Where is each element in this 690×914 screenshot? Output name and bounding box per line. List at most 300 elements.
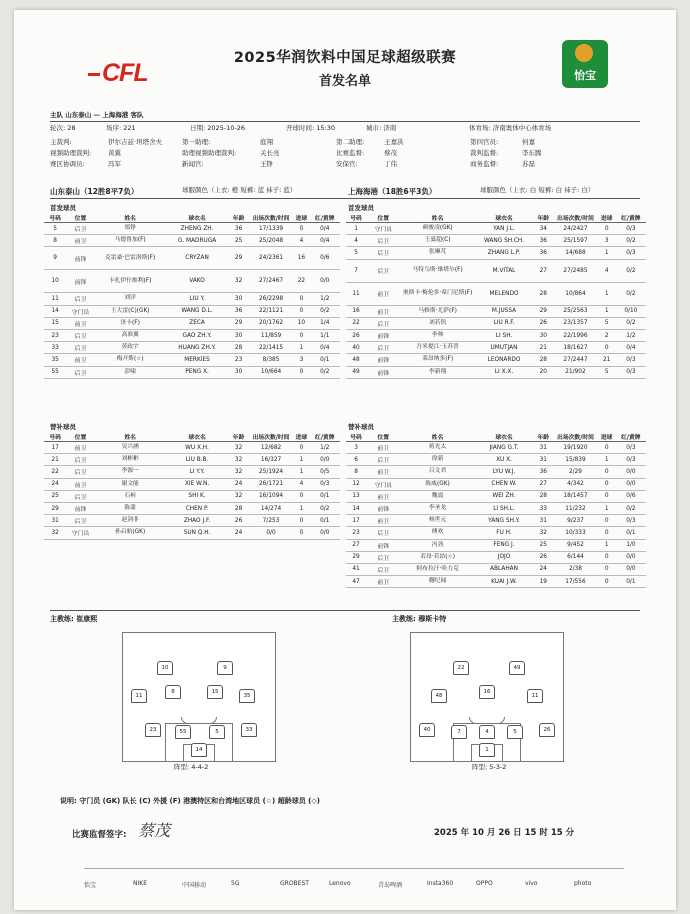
home-formation: 阵型: 4-4-2 <box>174 763 209 771</box>
player-cell: 28 <box>228 502 248 514</box>
player-cell: ZHAO J.F. <box>166 515 229 527</box>
column-header: 进球 <box>598 432 616 442</box>
player-cell: 25 <box>44 490 66 502</box>
player-shirt-icon: 7 <box>451 725 467 739</box>
player-cell: LI SH.L. <box>475 502 533 514</box>
player-cell: 后卫 <box>366 342 400 354</box>
player-cell: WU X.H. <box>166 442 229 454</box>
player-row <box>44 490 340 502</box>
player-cell: 前锋 <box>66 502 94 514</box>
player-cell: 22 <box>346 317 366 329</box>
player-cell: 前锋 <box>366 539 400 551</box>
player-cell: M.JUSSA <box>475 305 533 317</box>
player-cell: 郑铮 <box>95 223 166 235</box>
player-cell: FENG J. <box>475 539 533 551</box>
player-cell: 1/2 <box>310 442 340 454</box>
player-cell: 22/1996 <box>553 329 597 341</box>
match-no: 场序: 221 <box>106 124 136 132</box>
player-cell: 0/5 <box>310 466 340 478</box>
divider <box>50 198 640 199</box>
player-cell: 卡扎伊什维利(F) <box>95 270 166 293</box>
player-cell: 26 <box>533 317 553 329</box>
player-cell: 36 <box>533 466 553 478</box>
sponsor-logo: 青岛啤酒 <box>378 882 403 889</box>
player-cell: 47 <box>346 576 366 588</box>
player-cell: 21 <box>533 342 553 354</box>
player-cell: 1 <box>293 502 309 514</box>
player-cell: 5 <box>598 317 616 329</box>
official-name: 王铮 <box>260 160 273 168</box>
official-name: 苏磊 <box>522 160 535 168</box>
player-cell: 李源一 <box>95 466 166 478</box>
sponsor-logo: photo <box>574 880 592 887</box>
player-cell: 0/2 <box>310 305 340 317</box>
player-cell: 3 <box>598 235 616 247</box>
player-cell: LIU B.B. <box>166 454 229 466</box>
player-cell: 27 <box>533 478 553 490</box>
official-label: 新闻官: <box>182 160 204 168</box>
player-cell: 0/3 <box>616 354 646 366</box>
player-row <box>346 342 646 354</box>
player-cell: 0 <box>293 442 309 454</box>
player-cell: 25/1597 <box>553 235 597 247</box>
player-cell: 32 <box>533 527 553 539</box>
player-cell: 2/38 <box>553 563 597 575</box>
player-cell: 孙启航(GK) <box>95 527 166 539</box>
column-header: 年龄 <box>533 213 553 223</box>
player-cell: LYU W.J. <box>475 466 533 478</box>
column-header: 球衣名 <box>475 432 533 442</box>
player-cell: MERKIES <box>166 354 229 366</box>
player-cell: 0/4 <box>616 342 646 354</box>
player-cell: 30 <box>228 366 248 378</box>
player-cell: 刘彬彬 <box>95 454 166 466</box>
player-cell: 30 <box>228 329 248 341</box>
player-cell: 0/2 <box>616 502 646 514</box>
player-shirt-icon: 33 <box>241 723 257 737</box>
player-cell: 1 <box>598 247 616 259</box>
player-row <box>346 442 646 454</box>
column-header: 位置 <box>366 432 400 442</box>
player-cell: 徐新 <box>400 454 474 466</box>
official-label: 第二助理: <box>336 138 365 146</box>
player-shirt-icon: 5 <box>209 725 225 739</box>
player-cell: 7/253 <box>249 515 294 527</box>
player-cell: 0/2 <box>616 282 646 305</box>
player-cell: 0 <box>598 466 616 478</box>
player-row <box>44 442 340 454</box>
player-row <box>346 539 646 551</box>
player-cell: 颜骏凌(GK) <box>400 223 474 235</box>
player-cell: 王大雷(C)(GK) <box>95 305 166 317</box>
player-cell: 32 <box>228 490 248 502</box>
player-cell: 1 <box>293 466 309 478</box>
player-cell: 29 <box>346 551 366 563</box>
player-row <box>346 247 646 259</box>
player-cell: 8/385 <box>249 354 294 366</box>
sponsor-logo: GROBEST <box>280 880 309 887</box>
player-cell: 27 <box>346 539 366 551</box>
player-cell: 8 <box>346 466 366 478</box>
player-cell: 后卫 <box>366 259 400 282</box>
player-cell: 1 <box>598 282 616 305</box>
official-label: 商务监督: <box>470 160 499 168</box>
player-cell: 1 <box>293 342 309 354</box>
player-cell: 9/452 <box>553 539 597 551</box>
player-cell: 后卫 <box>366 563 400 575</box>
player-cell: 9 <box>44 247 66 270</box>
player-cell: 0 <box>293 515 309 527</box>
player-cell: 陈威(GK) <box>400 478 474 490</box>
player-cell: 0 <box>293 490 309 502</box>
player-cell: 24 <box>228 478 248 490</box>
player-cell: 0 <box>293 329 309 341</box>
player-cell: 10 <box>293 317 309 329</box>
player-cell: 35 <box>44 354 66 366</box>
signature-label: 比赛监督签字: <box>72 830 127 840</box>
column-header: 姓名 <box>95 213 166 223</box>
player-cell: 10 <box>44 270 66 293</box>
player-cell: 吾米提江·玉苏普 <box>400 342 474 354</box>
player-row <box>346 527 646 539</box>
player-cell: XIE W.N. <box>166 478 229 490</box>
home-subs-label: 替补球员 <box>50 423 76 431</box>
player-cell: 0/0 <box>310 270 340 293</box>
player-cell: 16/327 <box>249 454 294 466</box>
player-cell: 26 <box>533 551 553 563</box>
player-cell: 后卫 <box>66 515 94 527</box>
player-cell: 16 <box>346 305 366 317</box>
player-cell: 31 <box>44 515 66 527</box>
player-cell: 0 <box>598 576 616 588</box>
player-cell: 守门员 <box>366 223 400 235</box>
player-cell: 29 <box>228 247 248 270</box>
player-cell: HUANG ZH.Y. <box>166 342 229 354</box>
player-row <box>44 466 340 478</box>
player-cell: 0 <box>598 342 616 354</box>
venue: 体育场: 济南奥体中心体育场 <box>469 124 552 132</box>
player-cell: WANG SH.CH. <box>475 235 533 247</box>
player-cell: 0/6 <box>310 247 340 270</box>
player-cell: 0/3 <box>616 247 646 259</box>
player-row <box>346 551 646 563</box>
player-cell: 石柯 <box>95 490 166 502</box>
player-shirt-icon: 23 <box>145 723 161 737</box>
player-cell: 36 <box>228 305 248 317</box>
official-label: 赛区协调员: <box>50 160 85 168</box>
player-row <box>44 329 340 341</box>
column-header: 姓名 <box>400 213 474 223</box>
column-header: 位置 <box>66 213 94 223</box>
player-cell: 彭啸 <box>95 366 166 378</box>
player-row <box>346 478 646 490</box>
player-cell: 13 <box>346 490 366 502</box>
column-header: 号码 <box>346 432 366 442</box>
player-cell: UMUTJAN <box>475 342 533 354</box>
player-row <box>346 576 646 588</box>
player-cell: 马特乌斯·维塔尔(F) <box>400 259 474 282</box>
player-cell: 21 <box>598 354 616 366</box>
player-cell: 吕文君 <box>400 466 474 478</box>
player-cell: 0/2 <box>310 502 340 514</box>
player-row <box>44 305 340 317</box>
player-cell: 5 <box>346 247 366 259</box>
column-header: 出场次数/时间 <box>553 432 597 442</box>
player-cell: 32 <box>228 454 248 466</box>
player-cell: 0/0 <box>616 563 646 575</box>
player-cell: 魏震 <box>400 490 474 502</box>
player-cell: 25/2048 <box>249 235 294 247</box>
player-cell: 前卫 <box>66 317 94 329</box>
player-cell: 0/2 <box>616 235 646 247</box>
player-cell: 0 <box>598 551 616 563</box>
official-label: 主裁判: <box>50 138 72 146</box>
player-cell: 前卫 <box>66 442 94 454</box>
player-cell: 20/1762 <box>249 317 294 329</box>
player-cell: 32 <box>228 442 248 454</box>
player-cell: 后卫 <box>66 342 94 354</box>
player-cell: YAN J.L. <box>475 223 533 235</box>
player-row <box>346 490 646 502</box>
player-cell: LI X.X. <box>475 366 533 378</box>
player-cell: 15 <box>44 317 66 329</box>
player-cell: 25 <box>533 539 553 551</box>
signature-datetime: 2025 年 10 月 26 日 15 时 15 分 <box>434 828 575 838</box>
sponsor-logo: OPPO <box>476 880 493 887</box>
official-name: 关长亮 <box>260 149 280 157</box>
player-cell: 30 <box>533 329 553 341</box>
player-cell: 4 <box>346 235 366 247</box>
column-header: 姓名 <box>95 432 166 442</box>
player-shirt-icon: 22 <box>453 661 469 675</box>
player-cell: 前卫 <box>366 466 400 478</box>
sponsor-logo: Insta360 <box>427 880 454 887</box>
match-date: 日期: 2025-10-26 <box>190 124 246 132</box>
player-cell: 0/2 <box>616 259 646 282</box>
player-cell: 22/1415 <box>249 342 294 354</box>
away-formation-pitch <box>410 632 564 762</box>
player-row <box>44 317 340 329</box>
player-cell: 0 <box>598 478 616 490</box>
player-cell: 黄政宇 <box>95 342 166 354</box>
player-cell: CRYZAN <box>166 247 229 270</box>
player-cell: 后卫 <box>66 454 94 466</box>
official-name: 李东腾 <box>522 149 542 157</box>
player-cell: 守门员 <box>366 478 400 490</box>
player-cell: 3 <box>346 442 366 454</box>
player-cell: 4 <box>293 478 309 490</box>
player-cell: 前卫 <box>66 354 94 366</box>
home-starters-table <box>44 213 340 379</box>
column-header: 号码 <box>44 213 66 223</box>
player-cell: 0/1 <box>616 527 646 539</box>
away-coach: 主教练: 穆斯卡特 <box>392 615 447 623</box>
sponsor-logo-icon <box>575 44 593 62</box>
player-cell: 后卫 <box>366 454 400 466</box>
column-header: 位置 <box>66 432 94 442</box>
player-cell: 0/2 <box>616 317 646 329</box>
player-cell: 10/864 <box>553 282 597 305</box>
sponsor-logo: NIKE <box>133 880 147 887</box>
column-header: 号码 <box>44 432 66 442</box>
player-row <box>346 282 646 305</box>
player-cell: 0 <box>293 527 309 539</box>
player-shirt-icon: 10 <box>157 661 173 675</box>
player-cell: 19/1920 <box>553 442 597 454</box>
player-cell: 36 <box>228 223 248 235</box>
player-cell: 克雷桑·巴雷洛斯(F) <box>95 247 166 270</box>
player-cell: 27/2467 <box>249 270 294 293</box>
player-cell: 高准翼 <box>95 329 166 341</box>
player-cell: 34 <box>533 223 553 235</box>
cfl-logo: CFL <box>88 59 148 88</box>
player-cell: 1/2 <box>616 329 646 341</box>
player-shirt-icon: 4 <box>479 725 495 739</box>
player-cell: 23 <box>228 354 248 366</box>
column-header: 红/黄牌 <box>310 432 340 442</box>
player-cell: 阿布拉汗·哈力克 <box>400 563 474 575</box>
column-header: 红/黄牌 <box>616 213 646 223</box>
official-name: 王嘉洪 <box>384 138 404 146</box>
player-cell: 17/556 <box>553 576 597 588</box>
player-cell: VAKO <box>166 270 229 293</box>
player-cell: 王燊超(C) <box>400 235 474 247</box>
player-cell: 11/859 <box>249 329 294 341</box>
player-cell: 22/1121 <box>249 305 294 317</box>
player-shirt-icon: 55 <box>175 725 191 739</box>
player-cell: 20 <box>533 366 553 378</box>
player-cell: SHI K. <box>166 490 229 502</box>
player-cell: 11 <box>346 282 366 305</box>
player-cell: 1/2 <box>310 293 340 305</box>
player-cell: 6/144 <box>553 551 597 563</box>
player-cell: 前卫 <box>366 282 400 305</box>
player-cell: 1 <box>598 305 616 317</box>
player-cell: 0/3 <box>616 442 646 454</box>
player-cell: 23 <box>346 527 366 539</box>
official-label: 视频助理裁判: <box>50 149 92 157</box>
column-header: 姓名 <box>400 432 474 442</box>
player-cell: 1 <box>598 502 616 514</box>
player-cell: 27 <box>533 259 553 282</box>
player-cell: KUAI J.W. <box>475 576 533 588</box>
sponsor-logo: 中国移动 <box>182 882 207 889</box>
player-cell: 0/10 <box>616 305 646 317</box>
player-cell: 前卫 <box>366 576 400 588</box>
player-cell: 后卫 <box>366 235 400 247</box>
player-cell: 刘若钒 <box>400 317 474 329</box>
player-cell: 28 <box>533 354 553 366</box>
player-row <box>44 454 340 466</box>
player-shirt-icon: 1 <box>479 743 495 757</box>
column-header: 进球 <box>293 213 309 223</box>
column-header: 位置 <box>366 213 400 223</box>
column-header: 进球 <box>598 213 616 223</box>
player-cell: 0/4 <box>310 235 340 247</box>
official-label: 比赛监督: <box>336 149 365 157</box>
column-header: 年龄 <box>533 432 553 442</box>
player-cell: LEONARDO <box>475 354 533 366</box>
player-cell: 1 <box>598 539 616 551</box>
official-name: 冯军 <box>108 160 121 168</box>
player-cell: 前锋 <box>66 247 94 270</box>
official-label: 助理视频助理裁判: <box>182 149 237 157</box>
player-cell: 后卫 <box>66 466 94 478</box>
player-cell: 24/2427 <box>553 223 597 235</box>
player-cell: 0 <box>598 515 616 527</box>
player-cell: 前锋 <box>366 329 400 341</box>
player-cell: 28 <box>533 282 553 305</box>
official-name: 黄翼 <box>108 149 121 157</box>
player-cell: 10/664 <box>249 366 294 378</box>
player-cell: 24 <box>533 563 553 575</box>
official-label: 安保官: <box>336 160 358 168</box>
official-label: 第一助理: <box>182 138 211 146</box>
official-name: 蔡茂 <box>384 149 397 157</box>
player-cell: 12 <box>346 478 366 490</box>
player-cell: 31 <box>533 454 553 466</box>
divider <box>50 121 640 122</box>
player-cell: 26 <box>346 329 366 341</box>
player-cell: 1 <box>346 223 366 235</box>
player-cell: 后卫 <box>366 317 400 329</box>
player-cell: 蒯纪闻 <box>400 576 474 588</box>
sponsor-badge: 怡宝 <box>562 40 608 88</box>
player-row <box>44 478 340 490</box>
away-kit-colors: 球服颜色（上衣: 白 短裤: 白 袜子: 白） <box>480 186 595 194</box>
player-cell: 0/4 <box>310 342 340 354</box>
player-cell: 6 <box>346 454 366 466</box>
player-cell: 33 <box>44 342 66 354</box>
player-cell: 泽卡(F) <box>95 317 166 329</box>
player-cell: 0/1 <box>616 576 646 588</box>
player-row <box>44 502 340 514</box>
player-cell: 傅欢 <box>400 527 474 539</box>
player-cell: 0/3 <box>616 366 646 378</box>
home-formation-pitch <box>122 632 276 762</box>
player-cell: 41 <box>346 563 366 575</box>
player-cell: GAO ZH.Y. <box>166 329 229 341</box>
official-name: 何嘉 <box>522 138 535 146</box>
player-row <box>346 259 646 282</box>
official-label: 裁判监督: <box>470 149 499 157</box>
player-cell: 守门员 <box>66 527 94 539</box>
player-cell: 2/29 <box>553 466 597 478</box>
player-cell: 31 <box>533 515 553 527</box>
player-cell: 赵剑非 <box>95 515 166 527</box>
player-shirt-icon: 5 <box>507 725 523 739</box>
round: 轮次: 28 <box>50 124 76 132</box>
player-cell: 22 <box>44 466 66 478</box>
player-cell: CHEN W. <box>475 478 533 490</box>
player-cell: 0/3 <box>616 454 646 466</box>
player-cell: 前卫 <box>66 235 94 247</box>
player-shirt-icon: 11 <box>131 689 147 703</box>
player-cell: PENG X. <box>166 366 229 378</box>
page-subtitle: 首发名单 <box>318 74 371 89</box>
player-cell: LI SH. <box>475 329 533 341</box>
player-cell: 5 <box>44 223 66 235</box>
player-cell: 李圣龙 <box>400 502 474 514</box>
player-shirt-icon: 15 <box>207 685 223 699</box>
player-cell: 马修斯·尤萨(F) <box>400 305 474 317</box>
divider <box>84 868 624 869</box>
legend-note: 说明: 守门员 (GK) 队长 (C) 外援 (F) 港澳特区和台湾地区球员 (☆) 超龄球员 (◇) <box>60 797 320 805</box>
player-cell: 0/0 <box>310 454 340 466</box>
player-cell: 0 <box>598 223 616 235</box>
player-cell: 前锋 <box>366 502 400 514</box>
player-cell: 1 <box>598 454 616 466</box>
